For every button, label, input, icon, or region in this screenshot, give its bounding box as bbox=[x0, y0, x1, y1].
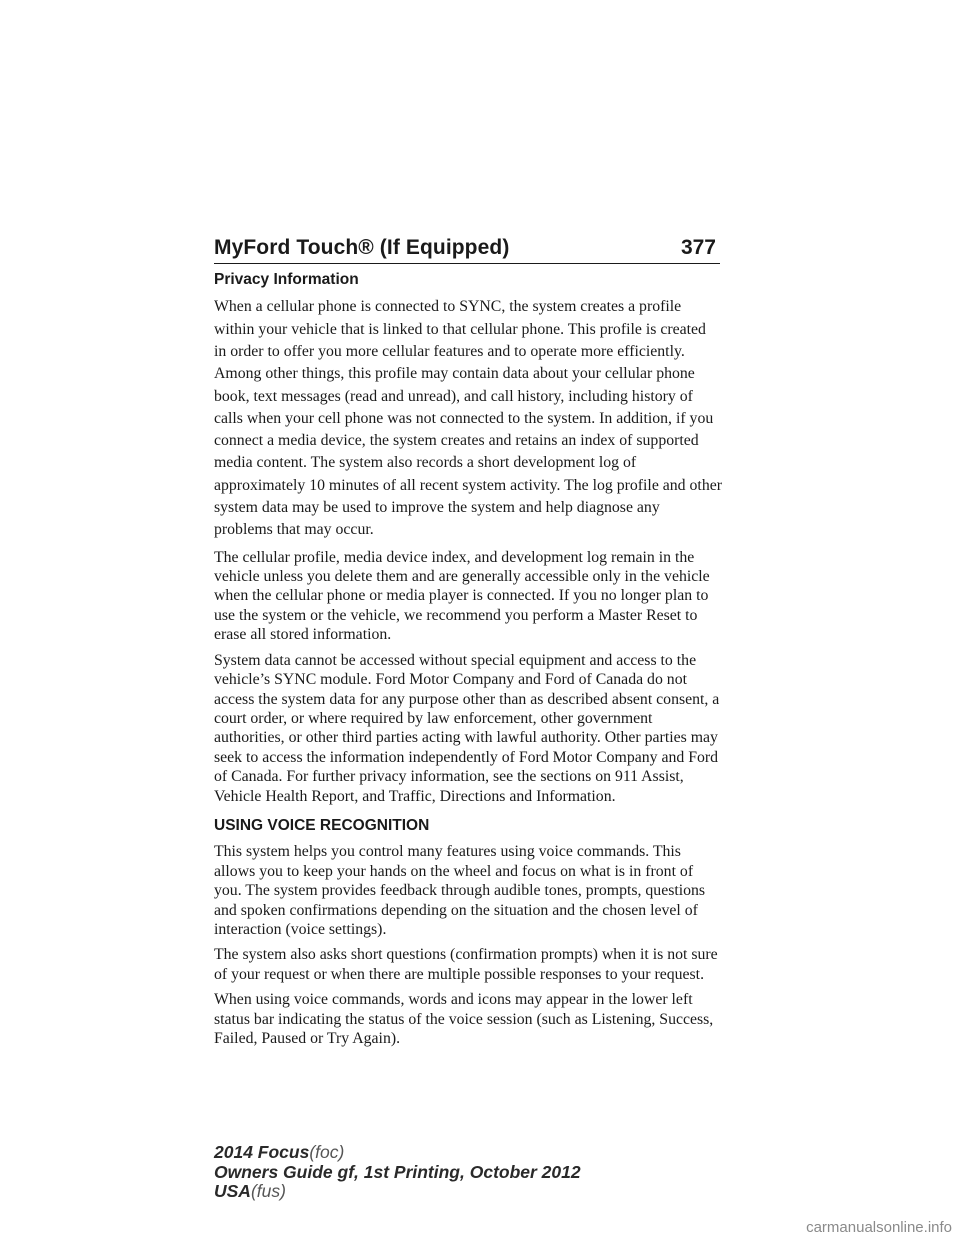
page-header bbox=[214, 229, 720, 264]
chapter-title: MyFord Touch® (If Equipped) bbox=[214, 236, 510, 259]
footer-market-code: (fus) bbox=[250, 1181, 286, 1201]
footer-model: 2014 Focus bbox=[214, 1142, 310, 1162]
paragraph: This system helps you control many features using voice commands. This allows you to keep your hands on the wheel and focus on what is in front of you. The system provides feedback through audible tones, prompts, questions and spoken confirmations depending on the situation and the chosen level of interaction (voice settings). bbox=[214, 843, 706, 938]
paragraph: The system also asks short questions (confirmation prompts) when it is not sure of your request or when there are multiple possible responses to your request. bbox=[214, 946, 718, 983]
paragraph: System data cannot be accessed without special equipment and access to the vehicle’s SYNC module. Ford Motor Company and Ford of Canada do not access the system data for any purpose other than as described absent consent, a court order, or where required by law enforcement, other government authorities, or other third parties acting with lawful authority. Other parties may seek to access the information independently of Ford Motor Company and Ford of Canada. For further privacy information, see the sections on 911 Assist, Vehicle Health Report, and Traffic, Directions and Information. bbox=[214, 651, 720, 805]
page-body bbox=[214, 270, 722, 1054]
footer-line-edition: Owners Guide gf, 1st Printing, October 2012 bbox=[214, 1161, 581, 1182]
footer-line-market bbox=[214, 1182, 581, 1202]
page-footer bbox=[214, 1143, 581, 1202]
footer-line-model bbox=[214, 1143, 581, 1163]
paragraph: When using voice commands, words and icons may appear in the lower left status bar indicating the status of the voice session (such as Listening, Success, Failed, Paused or Try Again). bbox=[214, 991, 714, 1048]
footer-model-code: (foc) bbox=[309, 1142, 345, 1162]
section-heading-voice-recognition: USING VOICE RECOGNITION bbox=[214, 816, 430, 834]
paragraph: The cellular profile, media device index, and development log remain in the vehicle unless you delete them and are generally accessible only in the vehicle when the cellular phone or media player is connected. If you no longer plan to use the system or the vehicle, we recommend you perform a Master Reset to erase all stored information. bbox=[214, 548, 710, 644]
page-number: 377 bbox=[680, 236, 716, 259]
paragraph: When a cellular phone is connected to SYNC, the system creates a profile within your vehicle that is linked to that cellular phone. This profile is created in order to offer you more cellular features and to operate more efficiently. Among other things, this profile may contain data about your cellular phone book, text messages (read and unread), and call history, including history of calls when your cell phone was not connected to the system. In addition, if you connect a media device, the system creates and retains an index of supported media content. The system also records a short development log of approximately 10 minutes of all recent system activity. The log profile and other system data may be used to improve the system and help diagnose any problems that may occur. bbox=[214, 298, 722, 539]
site-watermark: carmanualsonline.info bbox=[806, 1219, 952, 1236]
footer-market: USA bbox=[214, 1181, 251, 1201]
section-heading-privacy: Privacy Information bbox=[214, 271, 359, 288]
